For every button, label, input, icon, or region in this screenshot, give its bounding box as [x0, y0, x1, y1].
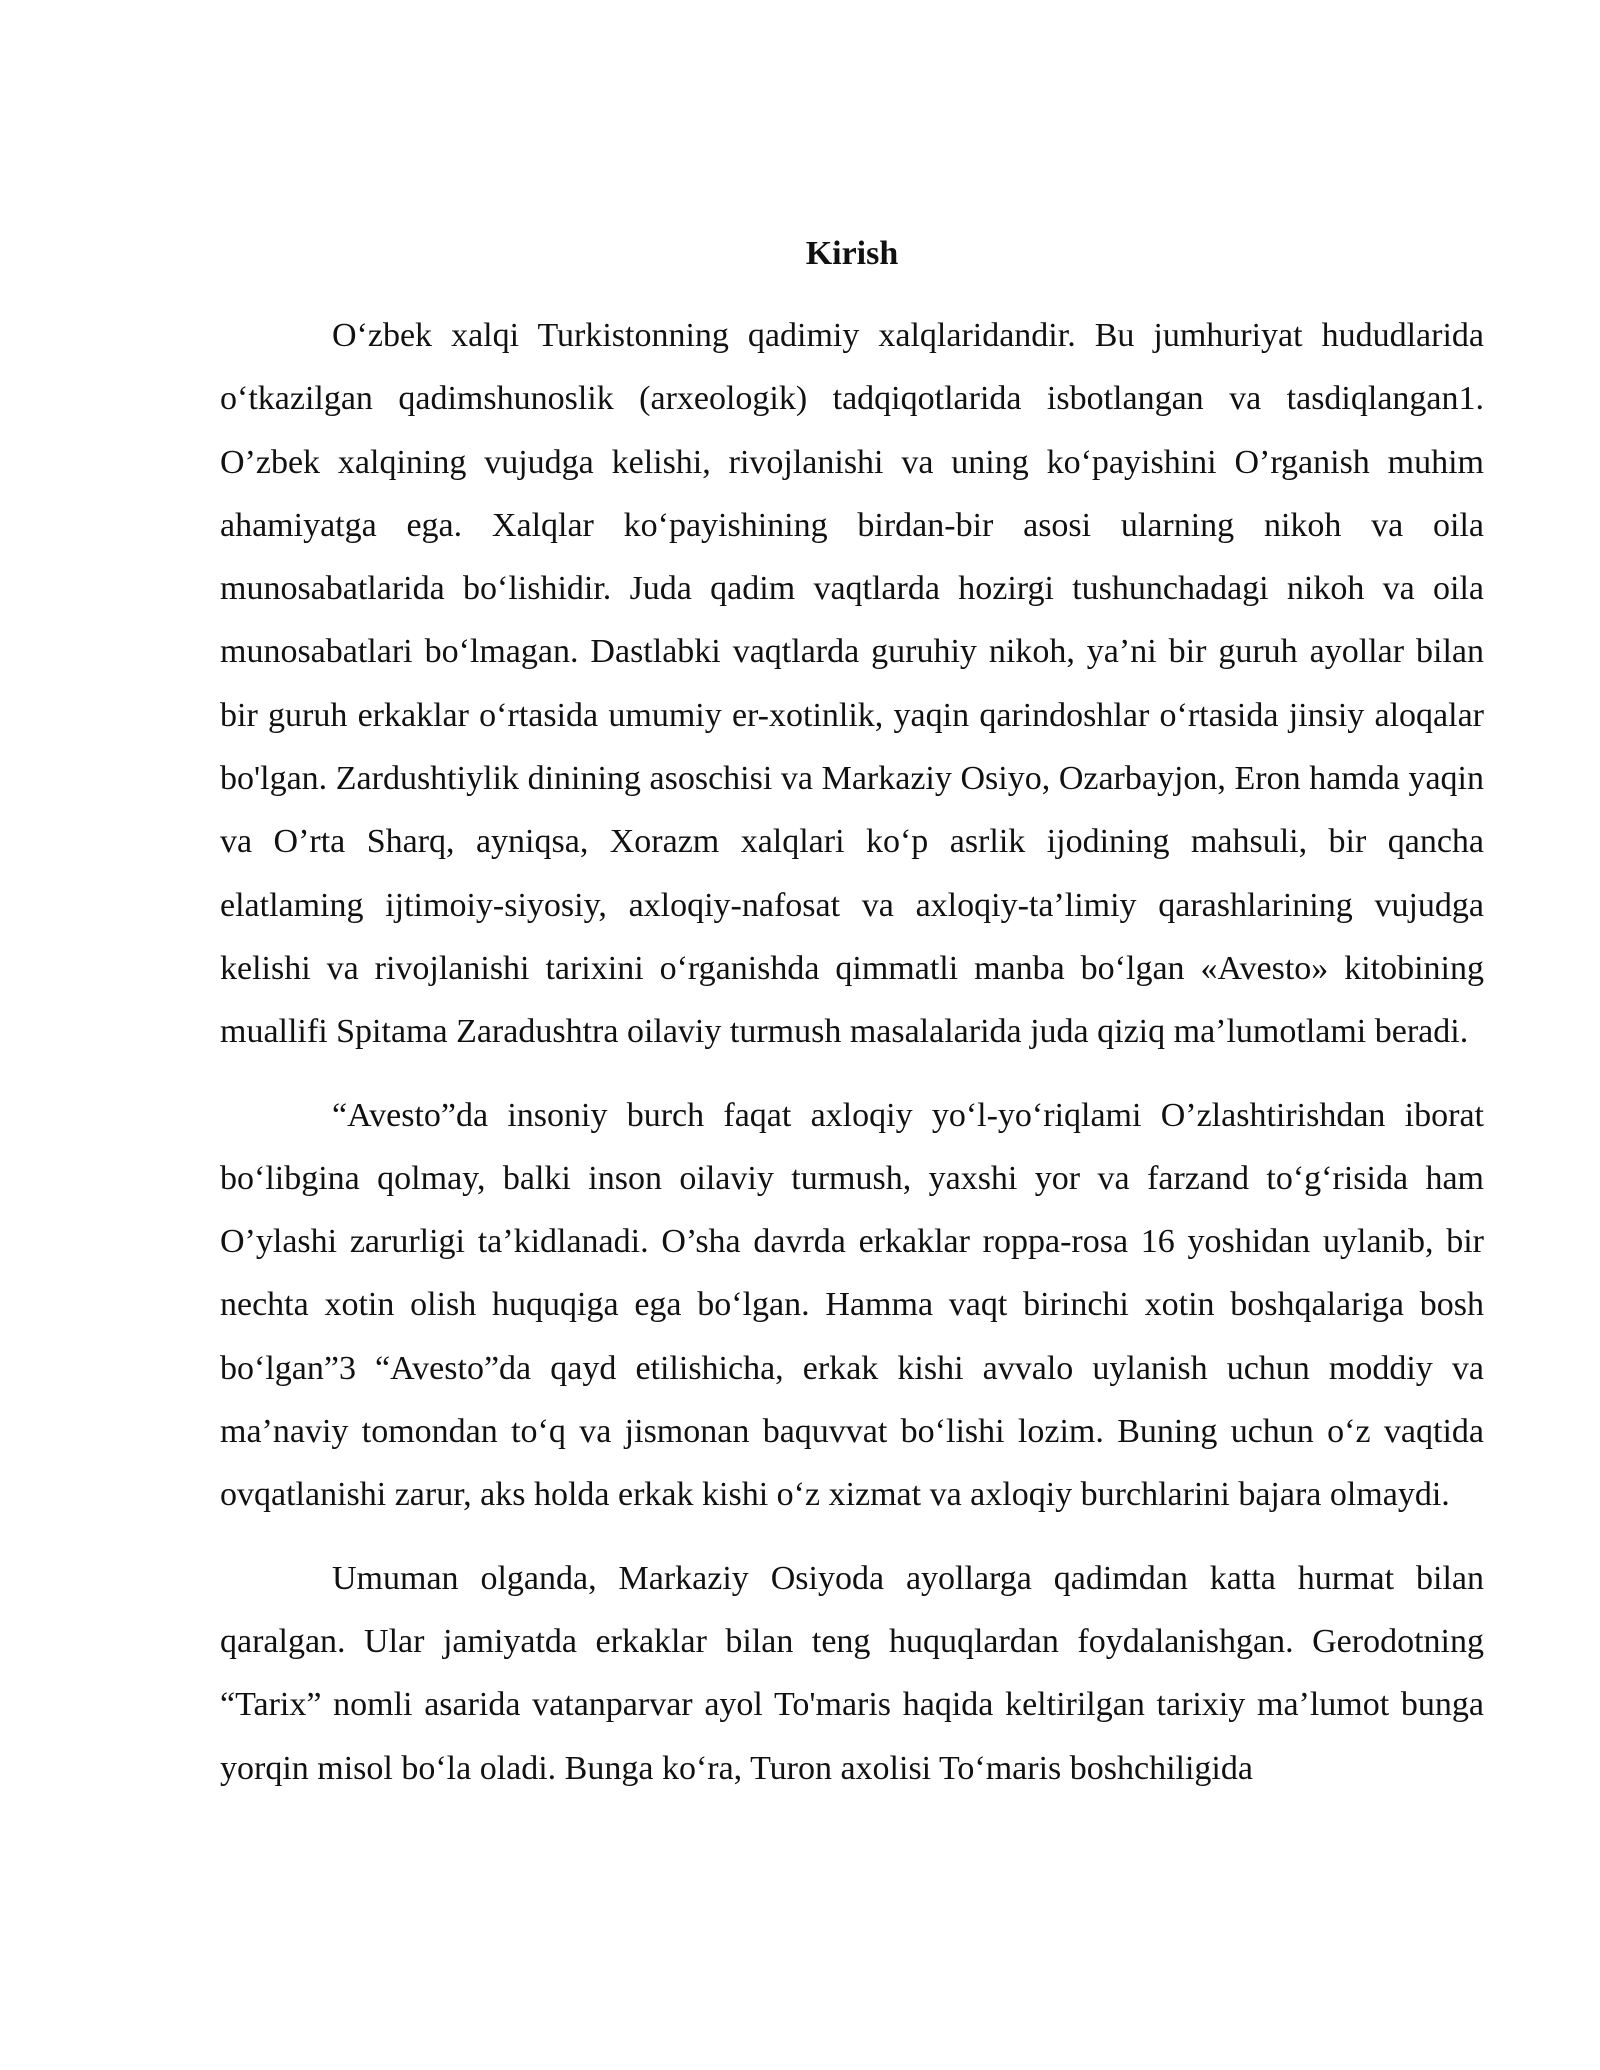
paragraph-2: “Avesto”da insoniy burch faqat axloqiy yo‘l-yo‘riqlami O’zlashtirishdan iborat bo‘libgina qolmay, balki inson oilaviy turmush, yaxshi yor va farzand to‘g‘risida ham O’ylashi zarurligi ta’kidlanadi. O’sha davrda erkaklar roppa-rosa 16 yoshidan uylanib, bir nechta xotin olish huquqiga ega bo‘lgan. Hamma vaqt birinchi xotin boshqalariga bosh bo‘lgan”3 “Avesto”da qayd etilishicha, erkak kishi avvalo uylanish uchun moddiy va ma’naviy tomondan to‘q va jismonan baquvvat bo‘lishi lozim. Buning uchun o‘z vaqtida ovqatlanishi zarur, aks holda erkak kishi o‘z xizmat va axloqiy burchlarini bajara olmaydi.: [220, 1096, 1484, 1514]
page-title: Kirish: [805, 235, 899, 272]
body-text: [220, 304, 1484, 1820]
paragraph-3: Umuman olganda, Markaziy Osiyoda ayollarga qadimdan katta hurmat bilan qaralgan. Ular jamiyatda erkaklar bilan teng huquqlardan foydalanishgan. Gerodotning “Tarix” nomli asarida vatanparvar ayol To'maris haqida keltirilgan tarixiy ma’lumot bunga yorqin misol bo‘la oladi. Bunga ko‘ra, Turon axolisi To‘maris boshchiligida: [220, 1559, 1484, 1787]
paragraph-1: O‘zbek xalqi Turkistonning qadimiy xalqlaridandir. Bu jumhuriyat hududlarida o‘tkazilgan qadimshunoslik (arxeologik) tadqiqotlarida isbotlangan va tasdiqlangan1. O’zbek xalqining vujudga kelishi, rivojlanishi va uning ko‘payishini O’rganish muhim ahamiyatga ega. Xalqlar ko‘payishining birdan-bir asosi ularning nikoh va oila munosabatlarida bo‘lishidir. Juda qadim vaqtlarda hozirgi tushunchadagi nikoh va oila munosabatlari bo‘lmagan. Dastlabki vaqtlarda guruhiy nikoh, ya’ni bir guruh ayollar bilan bir guruh erkaklar o‘rtasida umumiy er-xotinlik, yaqin qarindoshlar o‘rtasida jinsiy aloqalar bo'lgan. Zardushtiylik dinining asoschisi va Markaziy Osiyo, Ozarbayjon, Eron hamda yaqin va O’rta Sharq, ayniqsa, Xorazm xalqlari ko‘p asrlik ijodining mahsuli, bir qancha elatlaming ijtimoiy-siyosiy, axloqiy-nafosat va axloqiy-ta’limiy qarashlarining vujudga kelishi va rivojlanishi tarixini o‘rganishda qimmatli manba bo‘lgan «Avesto» kitobining muallifi Spitama Zaradushtra oilaviy turmush masalalarida juda qiziq ma’lumotlami beradi.: [220, 317, 1484, 1051]
